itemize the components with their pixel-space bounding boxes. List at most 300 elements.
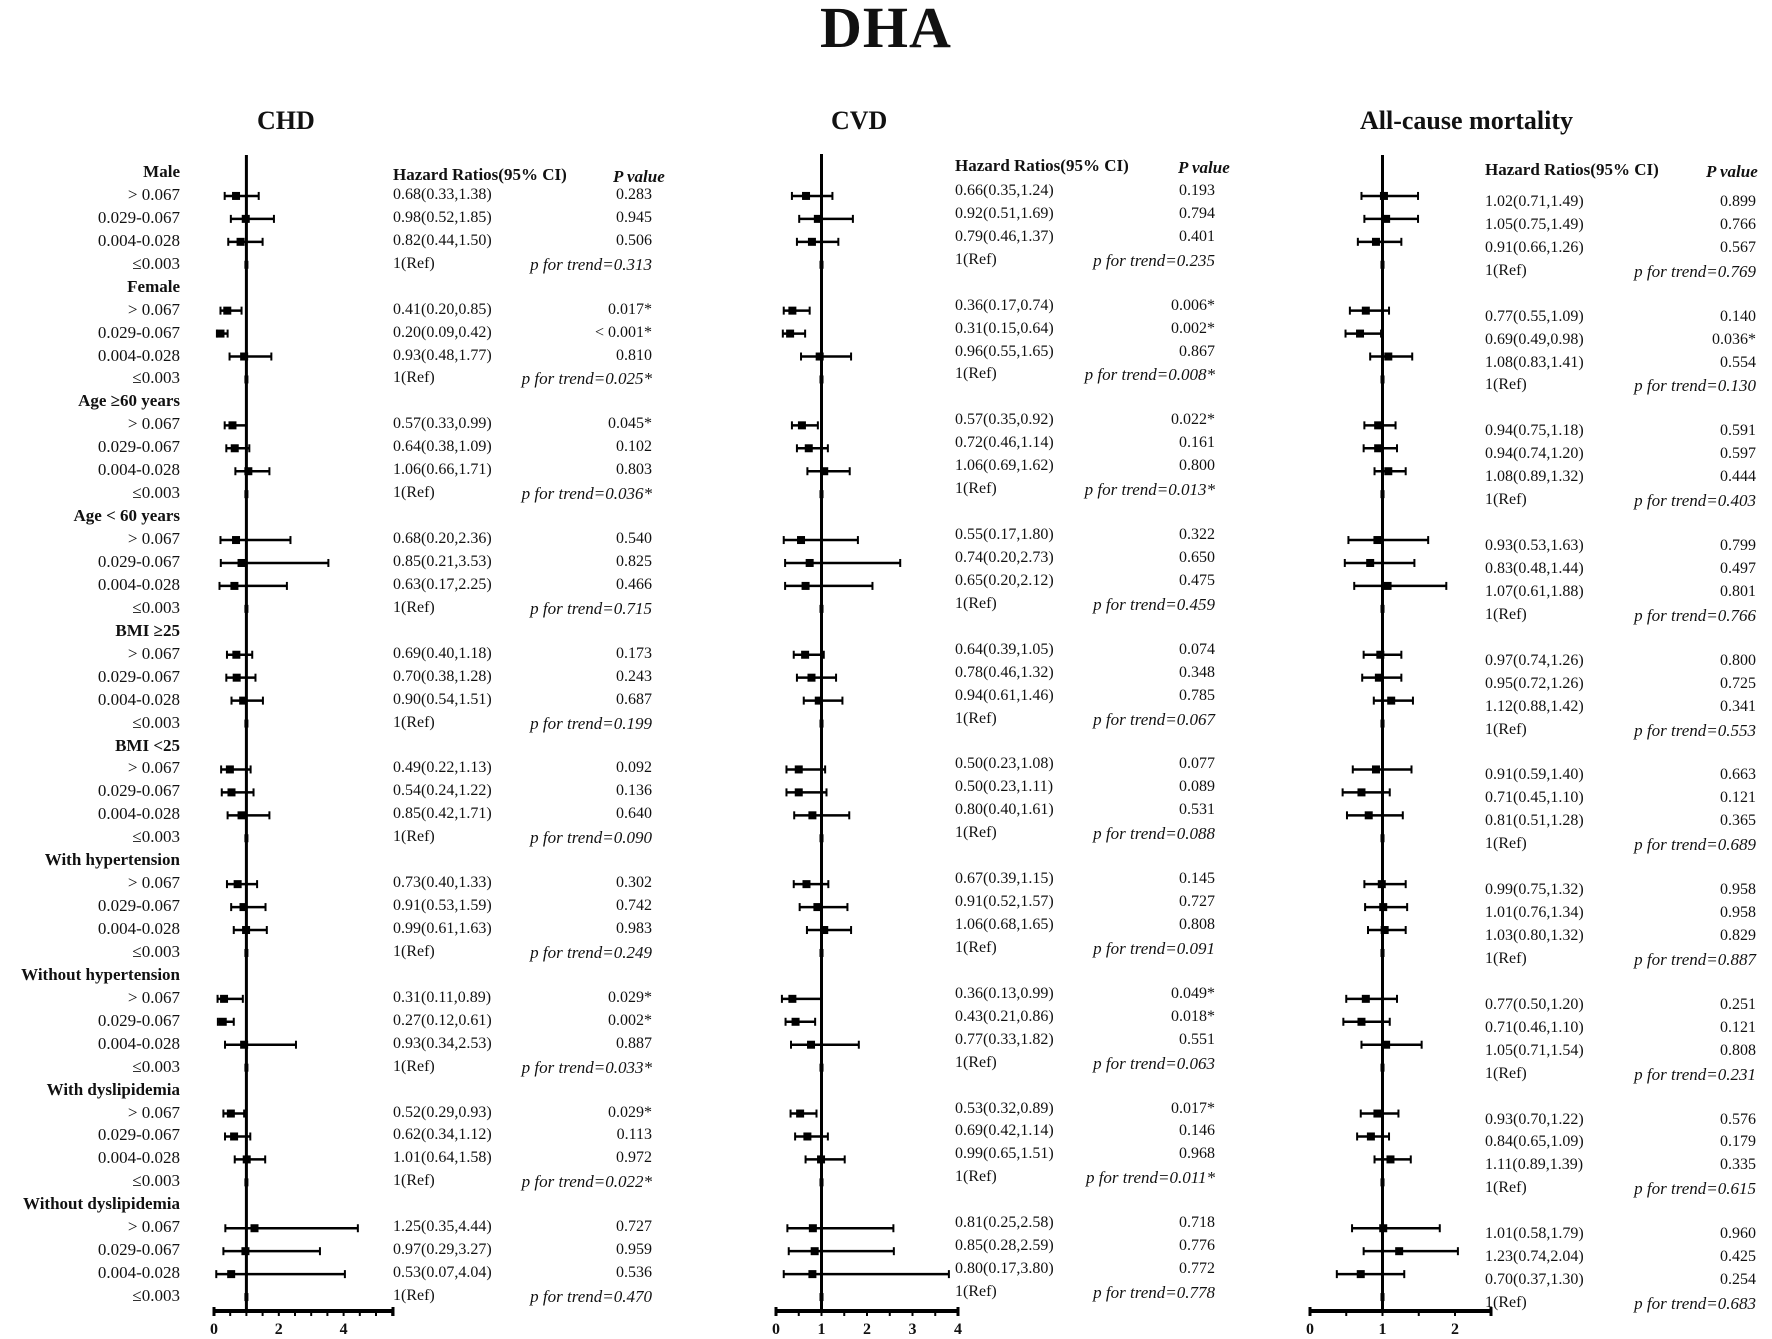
point-estimate bbox=[1357, 788, 1365, 796]
exposure-level-label: ≤0.003 bbox=[132, 827, 180, 847]
point-estimate bbox=[251, 1224, 259, 1232]
p-value: 0.687 bbox=[616, 690, 652, 708]
point-estimate bbox=[1380, 192, 1388, 200]
p-value: 0.799 bbox=[1720, 537, 1756, 555]
hazard-ratio-value: 0.96(0.55,1.65) bbox=[955, 342, 1054, 360]
hazard-ratio-value: 1(Ref) bbox=[393, 1057, 435, 1075]
exposure-level-label: ≤0.003 bbox=[132, 1171, 180, 1191]
reference-point bbox=[244, 1064, 248, 1072]
p-value: 0.335 bbox=[1720, 1156, 1756, 1174]
hazard-ratio-value: 1(Ref) bbox=[1485, 949, 1527, 967]
hazard-ratio-value: 1.08(0.83,1.41) bbox=[1485, 353, 1584, 371]
point-estimate bbox=[808, 238, 816, 246]
p-for-trend: p for trend=0.887 bbox=[1634, 949, 1756, 969]
point-estimate bbox=[816, 353, 824, 361]
reference-point bbox=[1381, 605, 1385, 613]
hazard-ratio-value: 0.27(0.12,0.61) bbox=[393, 1011, 492, 1029]
subgroup-label: Without dyslipidemia bbox=[23, 1194, 180, 1214]
subgroup-label: With hypertension bbox=[44, 850, 180, 870]
exposure-level-label: 0.004-0.028 bbox=[97, 689, 180, 709]
hazard-ratio-value: 0.41(0.20,0.85) bbox=[393, 300, 492, 318]
hazard-ratio-value: 0.55(0.17,1.80) bbox=[955, 526, 1054, 544]
p-value-column-header: P value bbox=[1178, 158, 1230, 177]
exposure-level-label: 0.004-0.028 bbox=[97, 1033, 180, 1053]
p-value: 0.302 bbox=[616, 874, 652, 892]
p-for-trend: p for trend=0.091 bbox=[1093, 938, 1215, 958]
exposure-level-label: ≤0.003 bbox=[132, 597, 180, 617]
hazard-ratio-value: 0.36(0.13,0.99) bbox=[955, 984, 1054, 1002]
hazard-ratio-value: 1(Ref) bbox=[955, 365, 997, 383]
hazard-ratio-value: 1(Ref) bbox=[393, 828, 435, 846]
p-value: 0.983 bbox=[616, 920, 652, 938]
point-estimate bbox=[1395, 1247, 1403, 1255]
point-estimate bbox=[788, 307, 796, 315]
exposure-level-label: 0.029-0.067 bbox=[97, 437, 180, 457]
p-value: 0.727 bbox=[616, 1218, 652, 1236]
p-for-trend: p for trend=0.769 bbox=[1634, 261, 1756, 281]
p-value: 0.810 bbox=[616, 346, 652, 364]
point-estimate bbox=[807, 674, 815, 682]
p-for-trend: p for trend=0.130 bbox=[1634, 376, 1756, 396]
exposure-level-label: > 0.067 bbox=[127, 184, 180, 204]
reference-point bbox=[820, 720, 824, 728]
p-value: 0.968 bbox=[1179, 1145, 1215, 1163]
point-estimate bbox=[237, 238, 245, 246]
point-estimate bbox=[796, 1110, 804, 1118]
hazard-ratio-value: 0.97(0.29,3.27) bbox=[393, 1241, 492, 1259]
hazard-ratio-value: 1(Ref) bbox=[393, 369, 435, 387]
point-estimate bbox=[1384, 467, 1392, 475]
exposure-level-label: 0.029-0.067 bbox=[97, 1125, 180, 1145]
p-value: 0.887 bbox=[616, 1034, 652, 1052]
hazard-ratio-value: 1(Ref) bbox=[955, 824, 997, 842]
p-value: 0.945 bbox=[616, 208, 652, 226]
p-value: 0.017* bbox=[608, 300, 652, 318]
point-estimate bbox=[234, 880, 242, 888]
hazard-ratio-value: 1.23(0.74,2.04) bbox=[1485, 1248, 1584, 1266]
reference-point bbox=[244, 1178, 248, 1186]
subgroup-label: BMI <25 bbox=[115, 735, 180, 755]
hazard-ratio-value: 0.64(0.38,1.09) bbox=[393, 438, 492, 456]
exposure-level-label: 0.029-0.067 bbox=[97, 1240, 180, 1260]
hazard-ratio-value: 0.80(0.17,3.80) bbox=[955, 1260, 1054, 1278]
hazard-ratio-value: 0.91(0.66,1.26) bbox=[1485, 238, 1584, 256]
p-value: 0.567 bbox=[1720, 238, 1756, 256]
hazard-ratio-value: 0.93(0.53,1.63) bbox=[1485, 537, 1584, 555]
exposure-level-label: ≤0.003 bbox=[132, 1056, 180, 1076]
hazard-ratio-value: 0.77(0.55,1.09) bbox=[1485, 307, 1584, 325]
hazard-ratio-value: 0.65(0.20,2.12) bbox=[955, 571, 1054, 589]
p-value: 0.193 bbox=[1179, 181, 1215, 199]
p-for-trend: p for trend=0.036* bbox=[521, 484, 652, 504]
p-value: 0.800 bbox=[1720, 651, 1756, 669]
hazard-ratio-value: 1(Ref) bbox=[955, 1168, 997, 1186]
hazard-ratio-value: 0.64(0.39,1.05) bbox=[955, 640, 1054, 658]
point-estimate bbox=[1372, 238, 1380, 246]
point-estimate bbox=[811, 1247, 819, 1255]
hazard-ratio-value: 0.57(0.33,0.99) bbox=[393, 415, 492, 433]
p-for-trend: p for trend=0.689 bbox=[1634, 835, 1756, 855]
p-value: 0.554 bbox=[1720, 353, 1756, 371]
hazard-ratio-value: 1(Ref) bbox=[393, 484, 435, 502]
point-estimate bbox=[815, 697, 823, 705]
hazard-ratio-value: 1(Ref) bbox=[955, 594, 997, 612]
exposure-level-label: 0.004-0.028 bbox=[97, 919, 180, 939]
point-estimate bbox=[1367, 1132, 1375, 1140]
hazard-ratio-value: 0.81(0.25,2.58) bbox=[955, 1214, 1054, 1232]
exposure-level-label: 0.029-0.067 bbox=[97, 551, 180, 571]
point-estimate bbox=[809, 1224, 817, 1232]
exposure-level-label: > 0.067 bbox=[127, 299, 180, 319]
reference-point bbox=[244, 949, 248, 957]
p-for-trend: p for trend=0.403 bbox=[1634, 491, 1756, 511]
hazard-ratio-value: 0.69(0.49,0.98) bbox=[1485, 330, 1584, 348]
p-for-trend: p for trend=0.235 bbox=[1093, 250, 1215, 270]
p-value: 0.742 bbox=[616, 897, 652, 915]
p-value: 0.766 bbox=[1720, 215, 1756, 233]
point-estimate bbox=[807, 1041, 815, 1049]
p-for-trend: p for trend=0.231 bbox=[1634, 1064, 1756, 1084]
p-value: 0.092 bbox=[616, 759, 652, 777]
hazard-ratio-value: 1(Ref) bbox=[1485, 605, 1527, 623]
point-estimate bbox=[1378, 880, 1386, 888]
p-for-trend: p for trend=0.033* bbox=[521, 1057, 652, 1077]
p-value: 0.444 bbox=[1720, 468, 1756, 486]
reference-point bbox=[1381, 720, 1385, 728]
x-tick-label: 0 bbox=[772, 1321, 780, 1338]
hazard-ratio-value: 0.90(0.54,1.51) bbox=[393, 690, 492, 708]
point-estimate bbox=[238, 811, 246, 819]
p-value: 0.121 bbox=[1720, 1018, 1756, 1036]
hazard-ratio-value: 0.85(0.21,3.53) bbox=[393, 552, 492, 570]
p-value: 0.718 bbox=[1179, 1214, 1215, 1232]
p-value: 0.597 bbox=[1720, 445, 1756, 463]
exposure-level-label: > 0.067 bbox=[127, 643, 180, 663]
x-tick-label: 4 bbox=[954, 1321, 962, 1338]
p-for-trend: p for trend=0.063 bbox=[1093, 1053, 1215, 1073]
point-estimate bbox=[1362, 307, 1370, 315]
hazard-ratio-value: 1.25(0.35,4.44) bbox=[393, 1218, 492, 1236]
exposure-level-label: 0.029-0.067 bbox=[97, 322, 180, 342]
p-value: 0.179 bbox=[1720, 1133, 1756, 1151]
hazard-ratio-value: 1(Ref) bbox=[393, 1172, 435, 1190]
point-estimate bbox=[1384, 353, 1392, 361]
hazard-ratio-value: 1(Ref) bbox=[1485, 835, 1527, 853]
reference-point bbox=[820, 834, 824, 842]
hazard-ratio-value: 1(Ref) bbox=[955, 1053, 997, 1071]
hazard-ratio-value: 1(Ref) bbox=[1485, 1064, 1527, 1082]
hazard-ratio-value: 0.70(0.38,1.28) bbox=[393, 667, 492, 685]
hazard-ratio-value: 0.20(0.09,0.42) bbox=[393, 323, 492, 341]
p-value: 0.800 bbox=[1179, 457, 1215, 475]
point-estimate bbox=[795, 765, 803, 773]
p-value: 0.173 bbox=[616, 644, 652, 662]
point-estimate bbox=[1376, 651, 1384, 659]
p-value: 0.251 bbox=[1720, 995, 1756, 1013]
hazard-ratio-value: 0.52(0.29,0.93) bbox=[393, 1103, 492, 1121]
hazard-ratio-value: 0.99(0.61,1.63) bbox=[393, 920, 492, 938]
hazard-ratio-value: 0.83(0.48,1.44) bbox=[1485, 559, 1584, 577]
p-value: 0.536 bbox=[616, 1264, 652, 1282]
hazard-ratio-value: 0.67(0.39,1.15) bbox=[955, 870, 1054, 888]
exposure-level-label: 0.004-0.028 bbox=[97, 1263, 180, 1283]
p-for-trend: p for trend=0.313 bbox=[530, 254, 652, 274]
exposure-level-label: 0.004-0.028 bbox=[97, 460, 180, 480]
hazard-ratio-value: 1(Ref) bbox=[1485, 720, 1527, 738]
p-value: 0.425 bbox=[1720, 1248, 1756, 1266]
point-estimate bbox=[797, 536, 805, 544]
exposure-level-label: 0.004-0.028 bbox=[97, 574, 180, 594]
p-value: 0.640 bbox=[616, 805, 652, 823]
point-estimate bbox=[227, 788, 235, 796]
hazard-ratio-value: 0.31(0.11,0.89) bbox=[393, 988, 492, 1006]
hazard-ratio-value: 0.68(0.20,2.36) bbox=[393, 530, 492, 548]
p-value: 0.808 bbox=[1179, 916, 1215, 934]
p-value: 0.867 bbox=[1179, 342, 1215, 360]
p-value: 0.140 bbox=[1720, 307, 1756, 325]
hazard-ratio-value: 0.50(0.23,1.11) bbox=[955, 778, 1054, 796]
exposure-level-label: ≤0.003 bbox=[132, 253, 180, 273]
p-value: 0.591 bbox=[1720, 422, 1756, 440]
hazard-ratio-value: 1(Ref) bbox=[393, 1287, 435, 1305]
point-estimate bbox=[1379, 1224, 1387, 1232]
hazard-ratio-value: 0.57(0.35,0.92) bbox=[955, 411, 1054, 429]
p-value: 0.002* bbox=[608, 1011, 652, 1029]
point-estimate bbox=[798, 421, 806, 429]
p-value: 0.576 bbox=[1720, 1110, 1756, 1128]
p-value: 0.022* bbox=[1171, 411, 1215, 429]
reference-point bbox=[244, 1293, 248, 1301]
p-value: 0.725 bbox=[1720, 674, 1756, 692]
hazard-ratio-value: 1.02(0.71,1.49) bbox=[1485, 192, 1584, 210]
reference-point bbox=[820, 1178, 824, 1186]
p-value: 0.029* bbox=[608, 1103, 652, 1121]
point-estimate bbox=[817, 1155, 825, 1163]
p-value: 0.161 bbox=[1179, 434, 1215, 452]
point-estimate bbox=[1384, 582, 1392, 590]
hazard-ratio-value: 1(Ref) bbox=[955, 938, 997, 956]
p-for-trend: p for trend=0.090 bbox=[530, 828, 652, 848]
hazard-ratio-value: 0.95(0.72,1.26) bbox=[1485, 674, 1584, 692]
hazard-ratio-value: 0.31(0.15,0.64) bbox=[955, 319, 1054, 337]
hazard-ratio-value: 0.91(0.53,1.59) bbox=[393, 897, 492, 915]
p-value: 0.029* bbox=[608, 988, 652, 1006]
point-estimate bbox=[1374, 444, 1382, 452]
x-tick-label: 2 bbox=[1451, 1321, 1459, 1338]
hazard-ratio-value: 1.06(0.69,1.62) bbox=[955, 457, 1054, 475]
point-estimate bbox=[813, 903, 821, 911]
p-value: 0.958 bbox=[1720, 881, 1756, 899]
reference-point bbox=[820, 261, 824, 269]
point-estimate bbox=[230, 582, 238, 590]
p-value: 0.006* bbox=[1171, 296, 1215, 314]
point-estimate bbox=[820, 467, 828, 475]
p-value: 0.145 bbox=[1179, 870, 1215, 888]
point-estimate bbox=[239, 903, 247, 911]
reference-point bbox=[244, 605, 248, 613]
p-value: 0.959 bbox=[616, 1241, 652, 1259]
p-value: 0.045* bbox=[608, 415, 652, 433]
hazard-ratio-value: 0.70(0.37,1.30) bbox=[1485, 1271, 1584, 1289]
p-for-trend: p for trend=0.199 bbox=[530, 713, 652, 733]
hazard-ratio-value: 0.82(0.44,1.50) bbox=[393, 231, 492, 249]
x-tick-label: 3 bbox=[908, 1321, 917, 1338]
point-estimate bbox=[803, 1132, 811, 1140]
point-estimate bbox=[802, 880, 810, 888]
hazard-ratio-value: 1(Ref) bbox=[955, 709, 997, 727]
hazard-ratio-value: 1.11(0.89,1.39) bbox=[1485, 1156, 1584, 1174]
hr-column-header: Hazard Ratios(95% CI) bbox=[393, 165, 567, 184]
hazard-ratio-value: 0.94(0.61,1.46) bbox=[955, 686, 1054, 704]
reference-point bbox=[820, 605, 824, 613]
hazard-ratio-value: 0.97(0.74,1.26) bbox=[1485, 651, 1584, 669]
hazard-ratio-value: 0.73(0.40,1.33) bbox=[393, 874, 492, 892]
p-value: 0.341 bbox=[1720, 697, 1756, 715]
p-value: 0.322 bbox=[1179, 526, 1215, 544]
hazard-ratio-value: 0.91(0.59,1.40) bbox=[1485, 766, 1584, 784]
hazard-ratio-value: 0.74(0.20,2.73) bbox=[955, 548, 1054, 566]
exposure-level-label: ≤0.003 bbox=[132, 1286, 180, 1306]
point-estimate bbox=[1372, 765, 1380, 773]
point-estimate bbox=[1375, 674, 1383, 682]
hazard-ratio-value: 0.94(0.74,1.20) bbox=[1485, 445, 1584, 463]
point-estimate bbox=[1356, 330, 1364, 338]
exposure-level-label: 0.004-0.028 bbox=[97, 345, 180, 365]
hazard-ratio-value: 1(Ref) bbox=[1485, 261, 1527, 279]
point-estimate bbox=[232, 651, 240, 659]
point-estimate bbox=[801, 651, 809, 659]
p-value: 0.899 bbox=[1720, 192, 1756, 210]
p-value: 0.540 bbox=[616, 530, 652, 548]
exposure-level-label: > 0.067 bbox=[127, 987, 180, 1007]
reference-point bbox=[1381, 949, 1385, 957]
point-estimate bbox=[242, 215, 250, 223]
hazard-ratio-value: 1.01(0.76,1.34) bbox=[1485, 904, 1584, 922]
hazard-ratio-value: 1.01(0.58,1.79) bbox=[1485, 1225, 1584, 1243]
hazard-ratio-value: 0.66(0.35,1.24) bbox=[955, 181, 1054, 199]
reference-point bbox=[820, 490, 824, 498]
x-tick-label: 0 bbox=[1306, 1321, 1314, 1338]
hazard-ratio-value: 0.77(0.33,1.82) bbox=[955, 1030, 1054, 1048]
hazard-ratio-value: 0.79(0.46,1.37) bbox=[955, 227, 1054, 245]
point-estimate bbox=[808, 1270, 816, 1278]
reference-point bbox=[1381, 1293, 1385, 1301]
p-value: 0.017* bbox=[1171, 1099, 1215, 1117]
p-value: 0.551 bbox=[1179, 1030, 1215, 1048]
x-tick-label: 1 bbox=[817, 1321, 826, 1338]
hazard-ratio-value: 1(Ref) bbox=[393, 713, 435, 731]
exposure-level-label: ≤0.003 bbox=[132, 712, 180, 732]
p-for-trend: p for trend=0.766 bbox=[1634, 605, 1756, 625]
x-tick-label: 4 bbox=[339, 1321, 348, 1338]
reference-point bbox=[244, 375, 248, 383]
hazard-ratio-value: 0.77(0.50,1.20) bbox=[1485, 995, 1584, 1013]
p-value: 0.531 bbox=[1179, 801, 1215, 819]
p-value: 0.113 bbox=[616, 1126, 652, 1144]
point-estimate bbox=[240, 353, 248, 361]
point-estimate bbox=[228, 421, 236, 429]
point-estimate bbox=[230, 1132, 238, 1140]
p-for-trend: p for trend=0.067 bbox=[1093, 709, 1215, 729]
hazard-ratio-value: 1(Ref) bbox=[1485, 491, 1527, 509]
point-estimate bbox=[220, 995, 228, 1003]
hazard-ratio-value: 0.85(0.42,1.71) bbox=[393, 805, 492, 823]
subgroup-label: With dyslipidemia bbox=[46, 1079, 180, 1099]
p-value: 0.808 bbox=[1720, 1041, 1756, 1059]
hazard-ratio-value: 1(Ref) bbox=[955, 480, 997, 498]
p-value: 0.466 bbox=[616, 575, 652, 593]
reference-point bbox=[244, 490, 248, 498]
p-value: 0.348 bbox=[1179, 663, 1215, 681]
hazard-ratio-value: 0.84(0.65,1.09) bbox=[1485, 1133, 1584, 1151]
hazard-ratio-value: 1(Ref) bbox=[393, 254, 435, 272]
p-value: 0.146 bbox=[1179, 1122, 1215, 1140]
exposure-level-label: > 0.067 bbox=[127, 414, 180, 434]
p-value: 0.077 bbox=[1179, 755, 1215, 773]
point-estimate bbox=[802, 192, 810, 200]
exposure-level-label: ≤0.003 bbox=[132, 483, 180, 503]
hazard-ratio-value: 1.03(0.80,1.32) bbox=[1485, 927, 1584, 945]
point-estimate bbox=[231, 444, 239, 452]
p-value: 0.803 bbox=[616, 461, 652, 479]
point-estimate bbox=[233, 674, 241, 682]
point-estimate bbox=[232, 192, 240, 200]
x-tick-label: 2 bbox=[863, 1321, 871, 1338]
subgroup-label: Age < 60 years bbox=[73, 506, 180, 526]
panel-title: All-cause mortality bbox=[1360, 106, 1574, 135]
hazard-ratio-value: 0.68(0.33,1.38) bbox=[393, 185, 492, 203]
hazard-ratio-value: 0.99(0.75,1.32) bbox=[1485, 881, 1584, 899]
exposure-level-label: 0.029-0.067 bbox=[97, 1010, 180, 1030]
hazard-ratio-value: 1.07(0.61,1.88) bbox=[1485, 582, 1584, 600]
exposure-level-label: 0.029-0.067 bbox=[97, 666, 180, 686]
hazard-ratio-value: 0.71(0.45,1.10) bbox=[1485, 789, 1584, 807]
exposure-level-label: 0.004-0.028 bbox=[97, 804, 180, 824]
exposure-level-label: ≤0.003 bbox=[132, 368, 180, 388]
p-value: 0.136 bbox=[616, 782, 652, 800]
hazard-ratio-value: 0.54(0.24,1.22) bbox=[393, 782, 492, 800]
point-estimate bbox=[1362, 995, 1370, 1003]
panel-title: CHD bbox=[257, 106, 315, 135]
point-estimate bbox=[1387, 697, 1395, 705]
hazard-ratio-value: 0.62(0.34,1.12) bbox=[393, 1126, 492, 1144]
hazard-ratio-value: 0.53(0.32,0.89) bbox=[955, 1099, 1054, 1117]
hazard-ratio-value: 0.93(0.48,1.77) bbox=[393, 346, 492, 364]
subgroup-label: Age ≥60 years bbox=[78, 391, 180, 411]
hazard-ratio-value: 0.99(0.65,1.51) bbox=[955, 1145, 1054, 1163]
point-estimate bbox=[232, 536, 240, 544]
hazard-ratio-value: 0.71(0.46,1.10) bbox=[1485, 1018, 1584, 1036]
p-for-trend: p for trend=0.715 bbox=[530, 598, 652, 618]
point-estimate bbox=[227, 1110, 235, 1118]
p-value: 0.074 bbox=[1179, 640, 1215, 658]
point-estimate bbox=[227, 1270, 235, 1278]
point-estimate bbox=[223, 307, 231, 315]
point-estimate bbox=[244, 467, 252, 475]
p-value: 0.497 bbox=[1720, 559, 1756, 577]
p-for-trend: p for trend=0.088 bbox=[1093, 824, 1215, 844]
point-estimate bbox=[1382, 215, 1390, 223]
point-estimate bbox=[1365, 811, 1373, 819]
point-estimate bbox=[238, 559, 246, 567]
hazard-ratio-value: 1(Ref) bbox=[393, 942, 435, 960]
reference-point bbox=[1381, 261, 1385, 269]
hazard-ratio-value: 0.43(0.21,0.86) bbox=[955, 1007, 1054, 1025]
hazard-ratio-value: 0.93(0.34,2.53) bbox=[393, 1034, 492, 1052]
point-estimate bbox=[820, 926, 828, 934]
p-value: 0.776 bbox=[1179, 1237, 1215, 1255]
p-for-trend: p for trend=0.008* bbox=[1084, 365, 1215, 385]
